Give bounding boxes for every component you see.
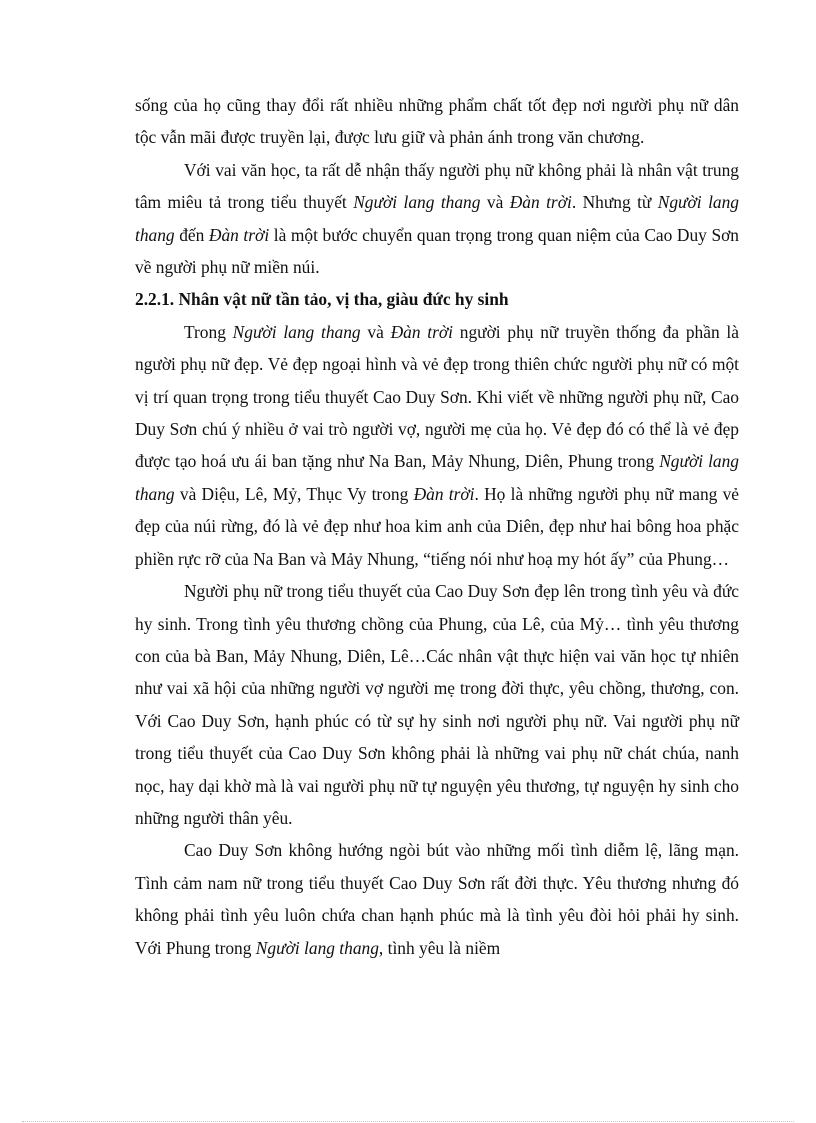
paragraph-beauty	[135, 316, 739, 575]
document-page	[135, 89, 739, 964]
text-run: Với vai văn học, ta rất dễ nhận thấy người phụ nữ không phải là nhân vật trung tâm miêu tả trong tiểu thuyết	[135, 159, 739, 213]
italic-title-run: Đàn trời	[413, 483, 475, 504]
paragraph-sacrifice	[135, 575, 739, 834]
page-bottom-divider	[22, 1121, 794, 1122]
italic-title-run: Người lang thang	[353, 192, 481, 213]
text-run: và	[480, 192, 510, 213]
italic-title-run: Người lang thang	[135, 451, 739, 504]
paragraph-continuation	[135, 89, 739, 154]
text-run: Người phụ nữ trong tiểu thuyết của Cao Duy Sơn đẹp lên trong tình yêu và đức hy sinh. Trong tình yêu thương chồng của Phung, của Lê, của Mỷ… tình yêu thương con của bà Ban, Mảy Nhung, Diên, Lê…Các nhân vật thực hiện vai văn học tự nhiên như vai xã hội của những người vợ người mẹ trong đời thực, yêu chồng, thương, con. Với Cao Duy Sơn, hạnh phúc có từ sự hy sinh nơi người phụ nữ. Vai người phụ nữ trong tiểu thuyết của Cao Duy Sơn không phải là những vai phụ nữ chát chúa, nanh nọc, hay dại khờ mà là vai người phụ nữ tự nguyện yêu thương, tự nguyện hy sinh cho những người thân yêu.	[135, 581, 739, 828]
italic-title-run: Đàn trời	[509, 192, 572, 213]
text-run: 2.2.1. Nhân vật nữ tần tảo, vị tha, giàu đức hy sinh	[135, 289, 509, 310]
text-run: là một bước chuyển quan trọng trong quan niệm của Cao Duy Sơn về người phụ nữ miền núi.	[135, 224, 740, 278]
text-run: và	[360, 321, 391, 342]
text-run: Trong	[184, 321, 233, 342]
text-run: người phụ nữ truyền thống đa phần là người phụ nữ đẹp. Vẻ đẹp ngoại hình và vẻ đẹp trong thiên chức người phụ nữ có một vị trí quan trọng trong tiểu thuyết Cao Duy Sơn. Khi viết về những người phụ nữ, Cao Duy Sơn chú ý nhiều ở vai trò người vợ, người mẹ của họ. Vẻ đẹp đó có thể là vẻ đẹp được tạo hoá ưu ái ban tặng như Na Ban, Mảy Nhung, Diên, Phung trong	[135, 321, 739, 472]
text-run: sống của họ cũng thay đổi rất nhiều những phẩm chất tốt đẹp nơi người phụ nữ dân tộc vẫn mãi được truyền lại, được lưu giữ và phản ánh trong văn chương.	[135, 95, 739, 148]
italic-title-run: Đàn trời	[208, 224, 270, 245]
italic-title-run: Người lang thang	[255, 937, 379, 958]
text-run: . Nhưng từ	[571, 192, 658, 213]
italic-title-run: Đàn trời	[390, 321, 453, 342]
paragraph-intro	[135, 154, 739, 284]
text-run: , tình yêu là niềm	[378, 937, 501, 958]
italic-title-run: Người lang thang	[232, 321, 361, 342]
text-run: . Họ là những người phụ nữ mang vẻ đẹp của núi rừng, đó là vẻ đẹp như hoa kim anh của Diên, đẹp như hai bông hoa phặc phiền rực rỡ của Na Ban và Mảy Nhung, “tiếng nói như hoạ my hót ấy” của Phung…	[135, 483, 739, 569]
text-run: Cao Duy Sơn không hướng ngòi bút vào những mối tình diễm lệ, lãng mạn. Tình cảm nam nữ trong tiểu thuyết Cao Duy Sơn rất đời thực. Yêu thương nhưng đó không phải tình yêu luôn chứa chan hạnh phúc mà là tình yêu đòi hỏi phải hy sinh. Với Phung trong	[135, 840, 739, 958]
text-run: và Diệu, Lê, Mỷ, Thục Vy trong	[174, 483, 414, 504]
text-run: đến	[174, 224, 209, 245]
paragraph-love	[135, 834, 739, 964]
section-heading	[135, 283, 739, 315]
italic-title-run: Người lang thang	[135, 192, 739, 245]
